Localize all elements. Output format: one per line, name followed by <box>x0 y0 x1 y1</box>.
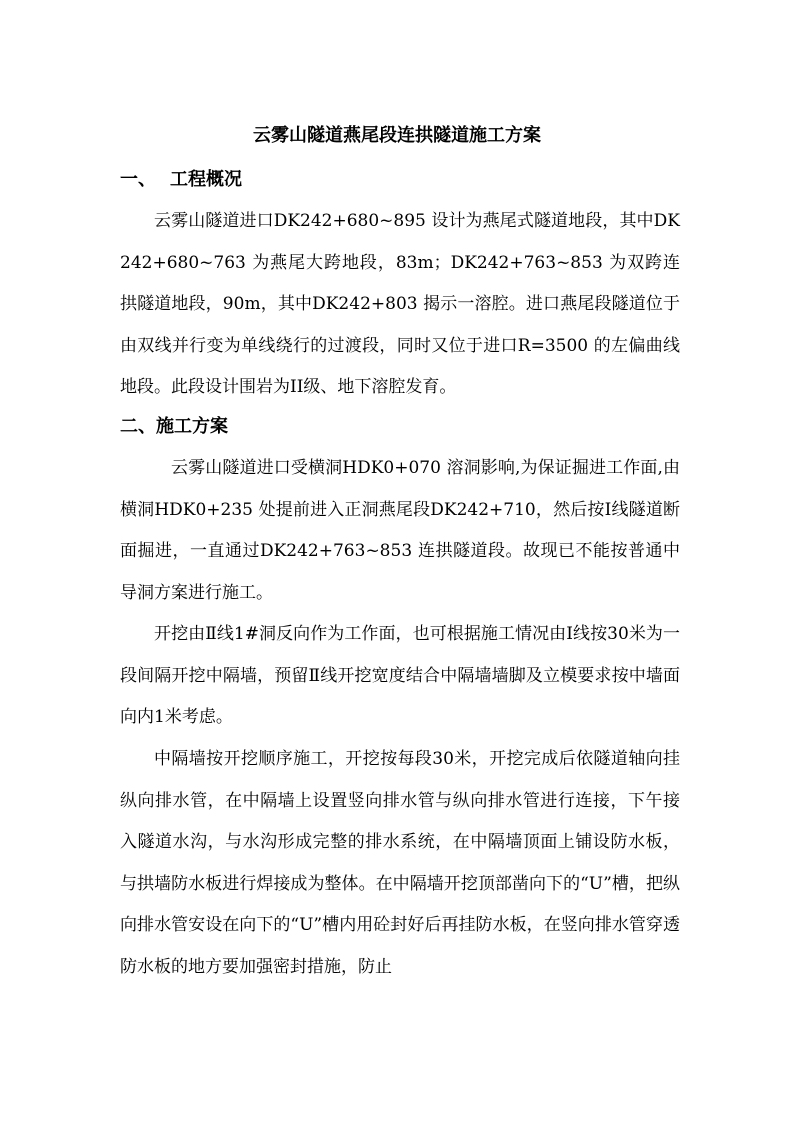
body-paragraph: 云雾山隧道进口DK242+680~895 设计为燕尾式隧道地段，其中DK242+680~763 为燕尾大跨地段，83m；DK242+763~853 为双跨连拱隧道地段，90m，其中DK242+803 揭示一溶腔。进口燕尾段隧道位于由双线并行变为单线绕行的过渡段，同时又位于进口R=3500 的左偏曲线地段。此段设计围岩为II级、地下溶腔发育。 <box>120 211 680 397</box>
body-paragraph: 云雾山隧道进口受横洞HDK0+070 溶洞影响,为保证掘进工作面,由横洞HDK0+235 处提前进入正洞燕尾段DK242+710，然后按Ⅰ线隧道断面掘进，一直通过DK242+763~853 连拱隧道段。故现已不能按普通中导洞方案进行施工。 <box>120 458 680 603</box>
section-number: 二、 <box>120 416 156 437</box>
body-paragraph: 中隔墙按开挖顺序施工，开挖按每段30米，开挖完成后依隧道轴向挂纵向排水管，在中隔墙上设置竖向排水管与纵向排水管进行连接，下午接入隧道水沟，与水沟形成完整的排水系统，在中隔墙顶面上铺设防水板，与拱墙防水板进行焊接成为整体。在中隔墙开挖顶部凿向下的“U”槽，把纵向排水管安设在向下的“U”槽内用砼封好后再挂防水板，在竖向排水管穿透防水板的地方要加强密封措施，防止 <box>120 749 680 977</box>
section-heading-overview <box>120 166 242 194</box>
body-paragraph: 开挖由Ⅱ线1#洞反向作为工作面，也可根据施工情况由Ⅰ线按30米为一段间隔开挖中隔墙，预留Ⅱ线开挖宽度结合中隔墙墙脚及立模要求按中墙面向内1米考虑。 <box>120 624 680 727</box>
section-title: 施工方案 <box>156 416 228 437</box>
document-title: 云雾山隧道燕尾段连拱隧道施工方案 <box>253 125 541 146</box>
section-number: 一、 <box>120 169 156 190</box>
section-heading-plan <box>120 413 228 441</box>
section-title: 工程概况 <box>170 169 242 190</box>
